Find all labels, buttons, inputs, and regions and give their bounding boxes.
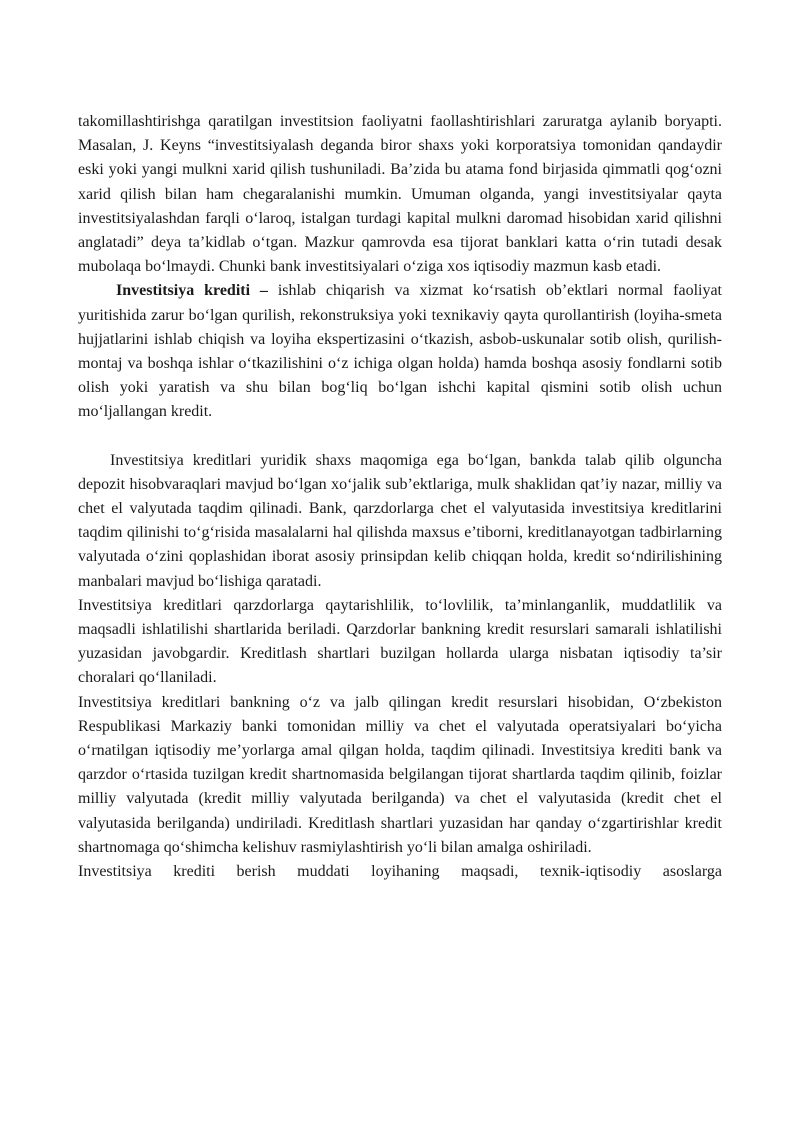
definition-term: Investitsiya krediti – <box>116 282 268 300</box>
paragraph-credit-terms: Investitsiya kreditlari qarzdorlarga qaytarishlilik, to‘lovlilik, ta’minlanganlik, muddatlilik va maqsadli ishlatilishi shartlarida beriladi. Qarzdorlar bankning kredit resurslari samarali ishlatilishi yuzasidan javobgardir. Kreditlash shartlari buzilgan hollarda ularga nisbatan iqtisodiy ta’sir choralari qo‘llaniladi. <box>78 596 722 687</box>
paragraph-credit-provision: Investitsiya kreditlari yuridik shaxs maqomiga ega bo‘lgan, bankda talab qilib olguncha depozit hisobvaraqlari mavjud bo‘lgan xo‘jalik sub’ektlariga, mulk shaklidan qat’iy nazar, milliy va chet el valyutada taqdim qilinadi. Bank, qarzdorlarga chet el valyutasida investitsiya kreditlarini taqdim qilinishi to‘g‘risida masalalarni hal qilishda maxsus e’tiborni, kreditlanayotgan tadbirlarning valyutada o‘zini qoplashidan iborat asosiy prinsipdan kelib chiqqan holda, kredit so‘ndirilishining manbalari mavjud bo‘lishiga qaratadi. <box>78 451 722 590</box>
paragraph-gap <box>78 425 722 449</box>
document-page <box>78 110 722 884</box>
paragraph-intro: takomillashtirishga qaratilgan investitsion faoliyatni faollashtirishlari zaruratga aylanib boryapti. Masalan, J. Keyns “investitsiyalash deganda biror shaxs yoki korporatsiya tomonidan qandaydir eski yoki yangi mulkni xarid qilish tushuniladi. Ba’zida bu atama fond birjasida qimmatli qog‘ozni xarid qilish bilan ham chegaralanishi mumkin. Umuman olganda, yangi investitsiyalar qayta investitsiyalashdan farqli o‘laroq, istalgan turdagi kapital mulkni daromad hisobidan xarid qilishni anglatadi” deya ta’kidlab o‘tgan. Mazkur qamrovda esa tijorat banklari katta o‘rin tutadi desak mubolaqa bo‘lmaydi. Chunki bank investitsiyalari o‘ziga xos iqtisodiy mazmun kasb etadi. <box>78 113 722 276</box>
paragraph-credit-duration: Investitsiya krediti berish muddati loyihaning maqsadi, texnik-iqtisodiy asoslarga <box>78 863 722 881</box>
paragraph-credit-resources: Investitsiya kreditlari bankning o‘z va jalb qilingan kredit resurslari hisobidan, O‘zbekiston Respublikasi Markaziy banki tomonidan milliy va chet el valyutada operatsiyalari bo‘yicha o‘rnatilgan iqtisodiy me’yorlarga amal qilgan holda, taqdim qilinadi. Investitsiya krediti bank va qarzdor o‘rtasida tuzilgan kredit shartnomasida belgilangan tijorat shartlarda taqdim qilinib, foizlar milliy valyutada (kredit milliy valyutada berilganda) va chet el valyutasida (kredit chet el valyutasida berilganda) undiriladi. Kreditlash shartlari yuzasidan har qanday o‘zgartirishlar kredit shartnomaga qo‘shimcha kelishuv rasmiylashtirish yo‘li bilan amalga oshiriladi. <box>78 693 722 856</box>
definition-text: ishlab chiqarish va xizmat ko‘rsatish ob’ektlari normal faoliyat yuritishida zarur bo‘lgan qurilish, rekonstruksiya yoki texnikaviy qayta qurollantirish (loyiha-smeta hujjatlarini ishlab chiqish va loyiha ekspertizasini o‘tkazish, asbob-uskunalar sotib olish, qurilish-montaj va boshqa ishlar o‘tkazilishini o‘z ichiga olgan holda) hamda boshqa asosiy fondlarni sotib olish yoki yaratish va shu bilan bog‘liq bo‘lgan ishchi kapital qismini sotib olish uchun mo‘ljallangan kredit. <box>78 282 723 421</box>
paragraph-definition <box>78 279 722 424</box>
